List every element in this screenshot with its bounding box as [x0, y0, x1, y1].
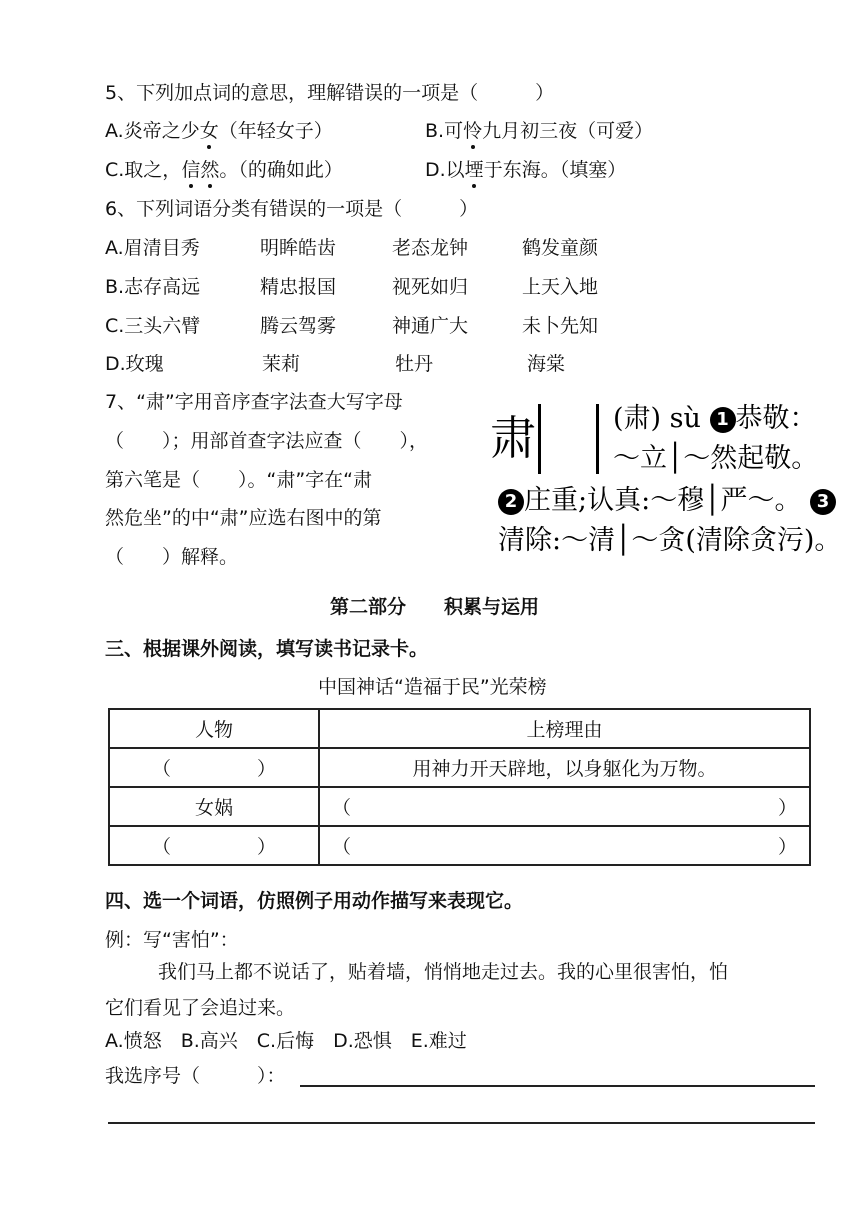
- q6-row-a-4: 鹤发童颜: [522, 237, 599, 259]
- q5-b-dotted: 怜: [463, 120, 483, 142]
- q6-row-b-1: B.志存高远: [105, 276, 201, 298]
- dict-head: (肃) sù: [613, 403, 701, 434]
- q6-row-d-2: 茉莉: [262, 353, 301, 375]
- q5-c-post: 。（的确如此）: [219, 159, 343, 181]
- dict-sense-1-number: 1: [710, 407, 736, 433]
- q5-option-b: [425, 118, 653, 144]
- row3-reason-blank[interactable]: [319, 826, 810, 865]
- dict-def-1: 恭敬：: [735, 403, 817, 434]
- choose-prompt: 我选序号（ ）：: [105, 1065, 286, 1087]
- dict-headword: [613, 402, 817, 436]
- q5-stem: 5、下列加点词的意思，理解错误的一项是（ ）: [105, 82, 555, 104]
- paren-close: ）: [777, 797, 797, 819]
- paren-open: （: [152, 758, 172, 780]
- row2-person: 女娲: [109, 787, 319, 826]
- table-row: [109, 787, 810, 826]
- q6-row-c-3: 神通广大: [392, 315, 469, 337]
- q5-option-a: [105, 118, 333, 144]
- dict-line-4: 清除:～清│～贪(清除贪污)。: [498, 525, 842, 556]
- dictionary-entry: [488, 392, 842, 567]
- q5-c-dotted-1: 信: [181, 159, 201, 181]
- answer-line-2[interactable]: [108, 1122, 815, 1124]
- q6-stem: 6、下列词语分类有错误的一项是（ ）: [105, 198, 479, 220]
- dict-bar-right: [596, 404, 599, 474]
- section-three-heading: 三、根据课外阅读，填写读书记录卡。: [105, 638, 429, 660]
- example-paragraph-line-1: 我们马上都不说话了，贴着墙，悄悄地走过去。我的心里很害怕，怕: [158, 961, 729, 983]
- paren-close: ）: [256, 758, 276, 780]
- q7-line-1: 7、“肃”字用音序查字法查大写字母: [105, 391, 403, 413]
- example-label: 例：写“害怕”：: [105, 929, 239, 951]
- dict-line-2: ～立│～然起敬。: [613, 443, 819, 474]
- q5-d-post: 于东海。（填塞）: [483, 159, 627, 181]
- q6-row-d-4: 海棠: [527, 353, 566, 375]
- table-row: [109, 826, 810, 865]
- paren-open: （: [332, 836, 352, 858]
- q5-option-d: [425, 157, 626, 183]
- word-options: A.愤怒 B.高兴 C.后悔 D.恐惧 E.难过: [105, 1030, 467, 1052]
- q5-b-post: 九月初三夜（可爱）: [482, 120, 654, 142]
- q5-d-dotted: 堙: [464, 159, 484, 181]
- row2-reason-blank[interactable]: [319, 787, 810, 826]
- row3-person-blank[interactable]: [109, 826, 319, 865]
- q7-line-2: （ ）；用部首查字法应查（ ），: [105, 430, 429, 452]
- q5-d-pre: D.以: [425, 159, 465, 181]
- q7-line-3: 第六笔是（ ）。“肃”字在“肃: [105, 469, 373, 491]
- q5-b-pre: B.可: [425, 120, 464, 142]
- q6-row-c-1: C.三头六臂: [105, 315, 201, 337]
- q6-row-b-4: 上天入地: [522, 276, 599, 298]
- dict-bar-left: [538, 404, 541, 474]
- answer-line-1[interactable]: [300, 1085, 815, 1087]
- q5-a-dotted: 女: [199, 120, 219, 142]
- q5-c-pre: C.取之，: [105, 159, 182, 181]
- row1-reason: 用神力开天辟地，以身躯化为万物。: [319, 748, 810, 787]
- paren-open: （: [332, 797, 352, 819]
- q6-row-a-2: 明眸皓齿: [260, 237, 337, 259]
- section-four-heading: 四、选一个词语，仿照例子用动作描写来表现它。: [105, 890, 524, 912]
- q7-line-5: （ ）解释。: [105, 546, 239, 568]
- q5-c-dotted-2: 然: [200, 159, 220, 181]
- q6-row-b-3: 视死如归: [392, 276, 469, 298]
- q5-option-c: [105, 157, 343, 183]
- dict-line-3: [498, 484, 836, 518]
- honor-roll-table: [108, 708, 811, 866]
- q6-row-c-2: 腾云驾雾: [260, 315, 337, 337]
- q6-row-a-1: A.眉清目秀: [105, 237, 200, 259]
- q6-row-d-1: D.玫瑰: [105, 353, 164, 375]
- paren-open: （: [152, 836, 172, 858]
- q5-a-pre: A.炎帝之少: [105, 120, 200, 142]
- example-paragraph-line-2: 它们看见了会追过来。: [105, 997, 296, 1019]
- header-person: 人物: [109, 709, 319, 748]
- row1-person-blank[interactable]: [109, 748, 319, 787]
- part-two-title: 第二部分 积累与运用: [330, 596, 540, 618]
- paren-close: ）: [777, 836, 797, 858]
- dict-def-2: 庄重;认真:～穆│严～。: [524, 485, 802, 516]
- table-row: [109, 748, 810, 787]
- dict-sense-3-number: 3: [810, 489, 836, 515]
- q6-row-b-2: 精忠报国: [260, 276, 337, 298]
- table-header-row: [109, 709, 810, 748]
- paren-close: ）: [256, 836, 276, 858]
- header-reason: 上榜理由: [319, 709, 810, 748]
- q7-line-4: 然危坐”的中“肃”应选右图中的第: [105, 507, 382, 529]
- q5-a-post: （年轻女子）: [218, 120, 333, 142]
- table-caption: 中国神话“造福于民”光荣榜: [318, 676, 547, 698]
- q6-row-c-4: 未卜先知: [522, 315, 599, 337]
- dict-sense-2-number: 2: [498, 489, 524, 515]
- dict-glyph: 肃: [490, 411, 536, 465]
- q6-row-d-3: 牡丹: [395, 353, 434, 375]
- q6-row-a-3: 老态龙钟: [392, 237, 469, 259]
